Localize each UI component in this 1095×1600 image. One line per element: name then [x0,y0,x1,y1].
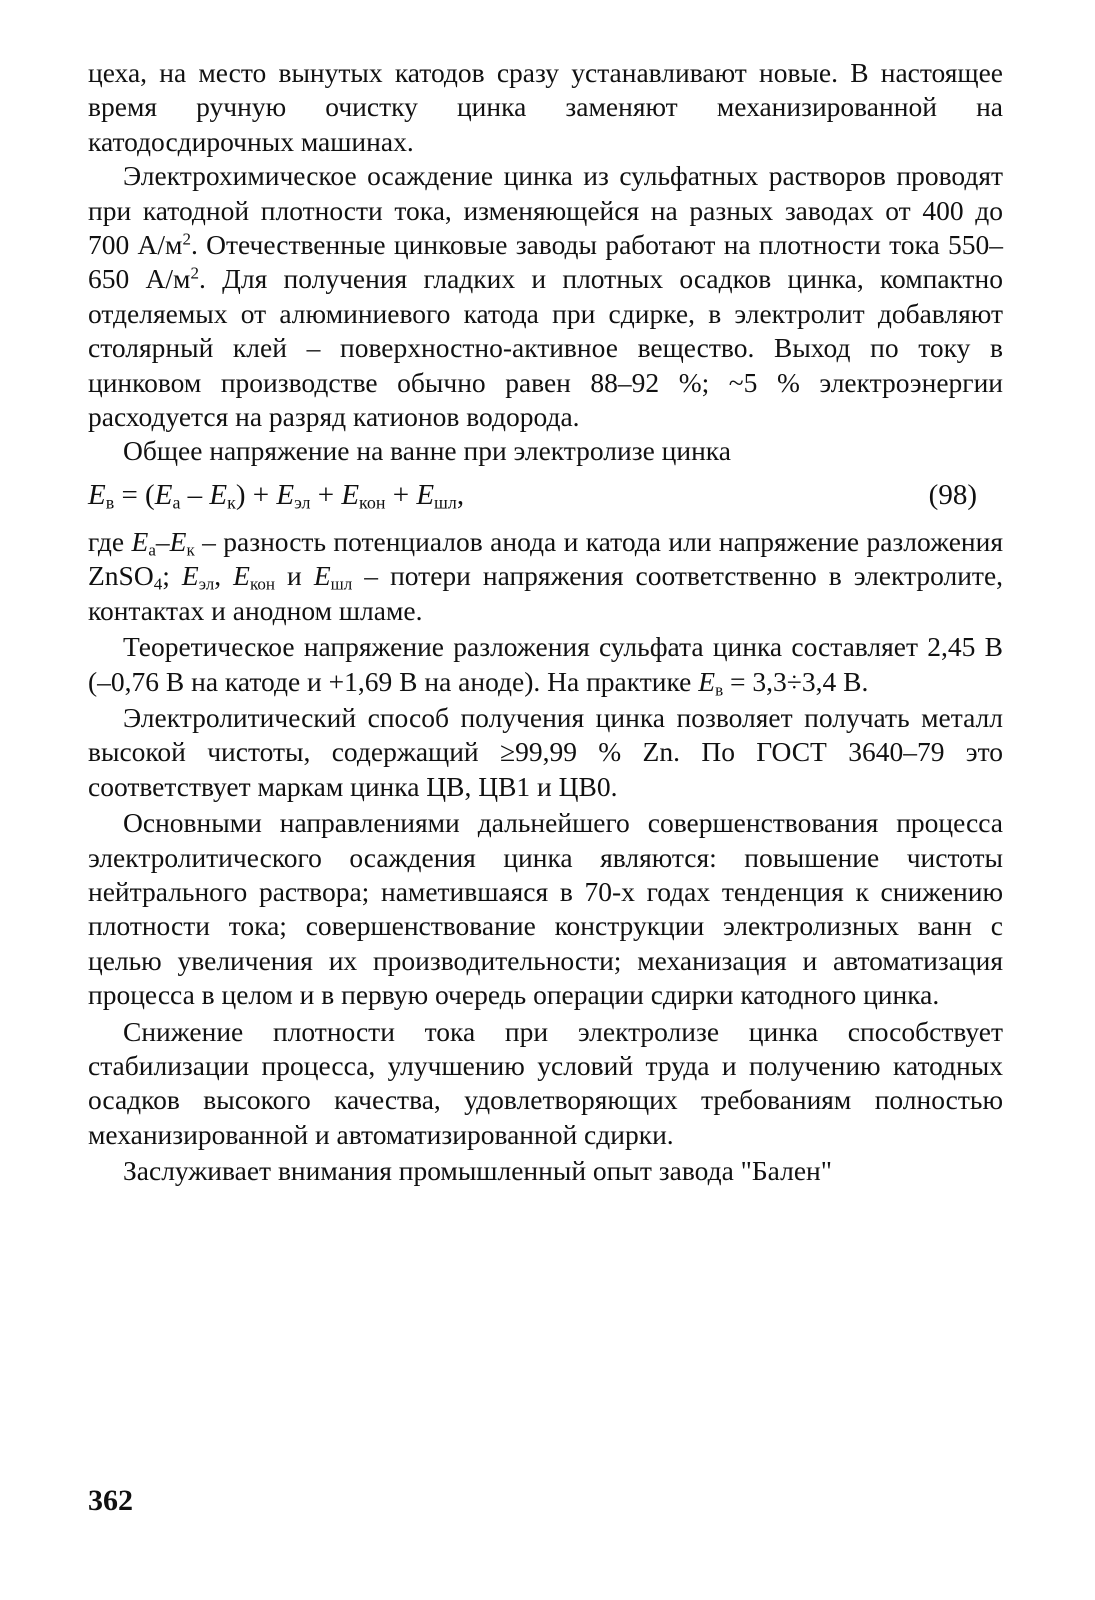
paragraph-2 [88,159,1003,434]
paragraph-8: Снижение плотности тока при электролизе цинка способствует стабилизации процесса, улучшению условий труда и получению катодных осадков высокого качества, удовлетворяющих требованиям полностью механизированной и автоматизированной сдирки. [88,1015,1003,1150]
paragraph-2-text-a: Электрохимическое осаждение цинка из сульфатных растворов проводят при катодной плотности тока, изменяющейся на разных заводах от 400 до 700 А/м [88,160,1003,261]
superscript: 2 [190,264,199,284]
page-body [88,56,1003,1189]
paragraph-9: Заслуживает внимания промышленный опыт завода "Бален" [123,1155,832,1187]
paragraph-4: где $E_а-E_к$ – разность потенциалов анода и катода или напряжение разложения ZnSO$_4$; $E_{эл}$, $E_{кон}$ и $E_{шл}$ – потери напряжения соответственно в электролите, контактах и анодном шламе. [88,525,1004,626]
superscript: 2 [182,229,191,249]
subscript: 4 [153,574,163,594]
paragraph-2-text-c: . Для получения гладких и плотных осадков цинка, компактно отделяемых от алюминиевого катода при сдирке, в электролит добавляют столярный клей – поверхностно-активное вещество. Выход по току в цинковом производстве обычно равен 88–92 %; ~5 % электроэнергии расходуется на разряд катионов водорода. [88,263,1004,433]
paragraph-2-text-b: . Отечественные цинковые заводы работают на плотности тока 550–650 А/м [88,229,1003,295]
equation-number: (98) [928,478,977,511]
paragraph-3: Общее напряжение на ванне при электролизе цинка [123,435,731,467]
page-number: 362 [88,1484,133,1517]
equation-98 [88,475,1003,515]
paragraph-5: Теоретическое напряжение разложения сульфата цинка составляет 2,45 В (–0,76 В на катоде и +1,69 В на аноде). На практике $E_в = 3,3\div 3,4$ В. [88,631,1003,699]
paragraph-1: цеха, на место вынутых катодов сразу устанавливают новые. В настоящее время ручную очистку цинка заменяют механизированной на катодосдирочных машинах. [88,57,1003,157]
paragraph-6: Электролитический способ получения цинка позволяет получать металл высокой чистоты, содержащий ≥99,99 % Zn. По ГОСТ 3640–79 это соответствует маркам цинка ЦВ, ЦВ1 и ЦВ0. [88,701,1003,802]
paragraph-7: Основными направлениями дальнейшего совершенствования процесса электролитического осаждения цинка являются: повышение чистоты нейтрального раствора; наметившаяся в 70-х годах тенденция к снижению плотности тока; совершенствование конструкции электролизных ванн с целью увеличения их производительности; механизация и автоматизация процесса в целом и в первую очередь операции сдирки катодного цинка. [88,807,1003,1011]
equation-body: $E_в = (E_а - E_к) + E_{эл} + E_{кон} + E_{шл}$, [88,478,465,513]
